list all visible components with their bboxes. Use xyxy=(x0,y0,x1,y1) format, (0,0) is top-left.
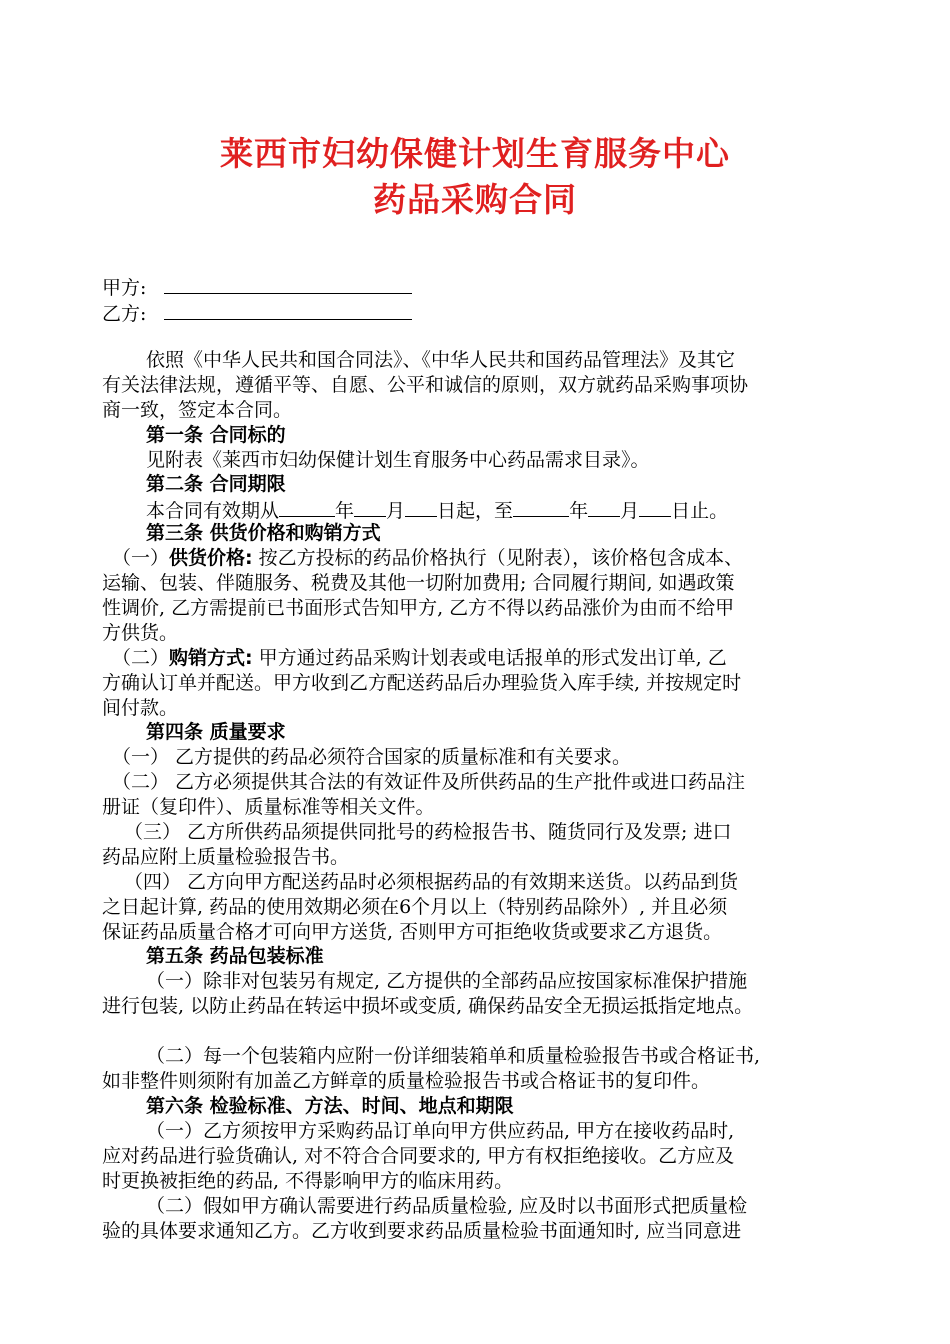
article-2-heading: 第二条 合同期限 xyxy=(146,473,286,495)
term-text: 年 xyxy=(335,500,355,522)
article-4-line: （一） 乙方提供的药品必须符合国家的质量标准和有关要求。 xyxy=(112,746,632,768)
article-4-line: （二） 乙方必须提供其合法的有效证件及所供药品的生产批件或进口药品注 xyxy=(112,771,746,793)
end-month-blank xyxy=(588,496,620,517)
article-4-line: 册证（复印件）、质量标准等相关文件。 xyxy=(102,796,435,818)
article-1-heading: 第一条 合同标的 xyxy=(146,424,286,446)
contract-title-line1: 莱西市妇幼保健计划生育服务中心 xyxy=(220,134,730,173)
start-year-blank xyxy=(279,496,335,517)
article-5-line: （二）每一个包装箱内应附一份详细装箱单和质量检验报告书或合格证书, xyxy=(146,1045,761,1067)
article-5-line: 如非整件则须附有加盖乙方鲜章的质量检验报告书或合格证书的复印件。 xyxy=(102,1070,711,1092)
article-3-line: 方确认订单并配送。甲方收到乙方配送药品后办理验货入库手续, 并按规定时 xyxy=(102,672,742,694)
article-1-text: 见附表《莱西市妇幼保健计划生育服务中心药品需求目录》。 xyxy=(146,449,650,471)
article-6-line: （一）乙方须按甲方采购药品订单向甲方供应药品, 甲方在接收药品时, xyxy=(146,1120,735,1142)
end-year-blank xyxy=(513,496,569,517)
contract-title-line2: 药品采购合同 xyxy=(373,180,577,219)
term-text: 月 xyxy=(620,500,640,522)
article-3-item-2 xyxy=(112,645,727,671)
article-6-heading: 第六条 检验标准、方法、时间、地点和期限 xyxy=(146,1095,514,1117)
article-6-line: （二）假如甲方确认需要进行药品质量检验, 应及时以书面形式把质量检 xyxy=(146,1195,748,1217)
item-text: 按乙方投标的药品价格执行（见附表），该价格包含成本、 xyxy=(252,547,744,569)
article-4-line: 保证药品质量合格才可向甲方送货, 否则甲方可拒绝收货或要求乙方退货。 xyxy=(102,921,723,943)
article-3-item-1 xyxy=(112,545,743,571)
item-term: 供货价格: xyxy=(169,547,253,569)
term-text: 日起，至 xyxy=(437,500,514,522)
party-a-blank xyxy=(164,273,412,294)
party-b-label: 乙方: xyxy=(102,303,147,325)
article-4-line: （三） 乙方所供药品须提供同批号的药检报告书、随货同行及发票; 进口 xyxy=(124,821,732,843)
item-term: 购销方式: xyxy=(169,647,253,669)
article-3-line: 方供货。 xyxy=(102,622,179,644)
item-number: （二） xyxy=(112,647,170,669)
party-a-row xyxy=(102,273,412,301)
article-3-heading: 第三条 供货价格和购销方式 xyxy=(146,522,381,544)
term-text: 本合同有效期从 xyxy=(146,500,280,522)
article-5-heading: 第五条 药品包装标准 xyxy=(146,945,324,967)
end-day-blank xyxy=(639,496,671,517)
article-4-line: 之日起计算, 药品的使用效期必须在6个月以上（特别药品除外）, 并且必须 xyxy=(102,896,728,918)
article-6-line: 验的具体要求通知乙方。乙方收到要求药品质量检验书面通知时, 应当同意进 xyxy=(102,1220,742,1242)
term-text: 日止。 xyxy=(671,500,729,522)
intro-line: 有关法律法规，遵循平等、自愿、公平和诚信的原则，双方就药品采购事项协 xyxy=(102,374,749,396)
item-text: 甲方通过药品采购计划表或电话报单的形式发出订单, 乙 xyxy=(252,647,727,669)
party-b-blank xyxy=(164,299,412,320)
term-text: 月 xyxy=(386,500,406,522)
intro-line: 商一致，签定本合同。 xyxy=(102,399,293,421)
party-a-label: 甲方: xyxy=(102,277,147,299)
article-3-line: 间付款。 xyxy=(102,697,179,719)
start-day-blank xyxy=(405,496,437,517)
article-4-line: （四） 乙方向甲方配送药品时必须根据药品的有效期来送货。以药品到货 xyxy=(124,871,739,893)
article-4-line: 药品应附上质量检验报告书。 xyxy=(102,846,350,868)
article-3-line: 性调价, 乙方需提前已书面形式告知甲方, 乙方不得以药品涨价为由而不给甲 xyxy=(102,597,735,619)
start-month-blank xyxy=(354,496,386,517)
term-text: 年 xyxy=(569,500,589,522)
article-5-line: （一）除非对包装另有规定, 乙方提供的全部药品应按国家标准保护措施 xyxy=(146,970,748,992)
article-6-line: 应对药品进行验货确认, 对不符合合同要求的, 甲方有权拒绝接收。乙方应及 xyxy=(102,1145,735,1167)
article-6-line: 时更换被拒绝的药品, 不得影响甲方的临床用药。 xyxy=(102,1170,514,1192)
item-number: （一） xyxy=(112,547,170,569)
article-4-heading: 第四条 质量要求 xyxy=(146,721,286,743)
intro-line: 依照《中华人民共和国合同法》、《中华人民共和国药品管理法》及其它 xyxy=(146,349,736,371)
party-b-row xyxy=(102,299,412,327)
article-5-line: 进行包装, 以防止药品在转运中损坏或变质, 确保药品安全无损运抵指定地点。 xyxy=(102,995,754,1017)
article-3-line: 运输、包装、伴随服务、税费及其他一切附加费用; 合同履行期间, 如遇政策 xyxy=(102,572,735,594)
